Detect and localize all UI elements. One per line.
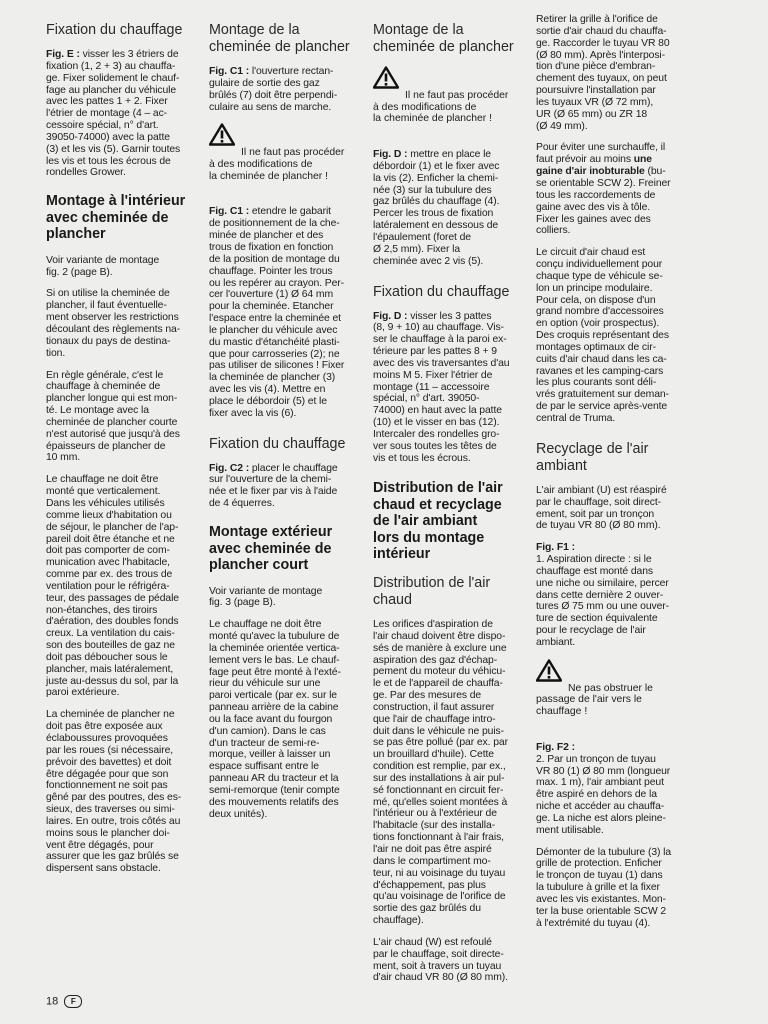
heading-montage-cheminee: Montage de la cheminée de plancher xyxy=(209,22,350,55)
fig-label: Fig. E : xyxy=(46,49,80,60)
paragraph: Voir variante de montage fig. 3 (page B). xyxy=(209,585,323,609)
fig-label: Fig. D : xyxy=(373,149,408,161)
heading-fixation-chauffage: Fixation du chauffage xyxy=(209,435,346,452)
paragraph-text: (bu- se orientable SCW 2). Freiner tous les raccordements de gaine avec des vis à tôle. Fixer les gaines avec des colliers. xyxy=(536,166,671,237)
fig-label: Fig. C1 : xyxy=(209,206,250,218)
paragraph-text: Pour éviter une surchauffe, il faut prévoir au moins xyxy=(536,142,666,166)
fig-label: Fig. C1 : xyxy=(209,66,250,77)
heading-distribution-recyclage: Distribution de l'air chaud et recyclage de l'air ambiant lors du montage intérieur xyxy=(373,480,503,563)
warning-icon xyxy=(373,66,399,89)
paragraph: Voir variante de montage fig. 2 (page B). xyxy=(46,254,160,278)
paragraph-fig-c1-b xyxy=(209,206,357,419)
paragraph-text: 2. Par un tronçon de tuyau VR 80 (1) Ø 80 mm (longueur max. 1 m), l'air ambiant peut être aspiré en dehors de la niche et accéder au chauffa- ge. La niche est alors pleine- ment utilisable. xyxy=(536,753,671,836)
heading-fixation-chauffage: Fixation du chauffage xyxy=(373,283,510,300)
paragraph: En règle générale, c'est le chauffage à cheminée de plancher longue qui est mon- té. Le montage avec la cheminée de plancher courte n'est autorisé que jusqu'à des épaisseurs de plancher de 10 mm. xyxy=(46,369,180,464)
paragraph: L'air ambiant (U) est réaspiré par le chauffage, soit direct- ement, soit par un tronçon de tuyau VR 80 (Ø 80 mm). xyxy=(536,484,667,532)
paragraph-fig-c2 xyxy=(209,463,357,510)
heading-montage-cheminee: Montage de la cheminée de plancher xyxy=(373,22,514,55)
paragraph-text: visser les 3 pattes (8, 9 + 10) au chauffage. Vis- ser le chauffage à la paroi ex- térieure par les pattes 8 + 9 avec des vis traversantes d'au moins M 5. Fixer l'étrier de montage (11 – accessoire spécial, n° d'art. 39050- 74000) en haut avec la patte (10) et le visser en bas (12). Intercaler des rondelles gro- ver sous toutes les têtes de vis et tous les écrous. xyxy=(373,310,510,464)
paragraph: Si on utilise la cheminée de plancher, il faut éventuelle- ment observer les restrictions découlant des règlements na- tionaux du pays de destina- tion. xyxy=(46,288,181,359)
heading-distribution-air-chaud: Distribution de l'air chaud xyxy=(373,574,491,608)
heading-fixation-chauffage: Fixation du chauffage xyxy=(46,22,183,38)
warning-icon xyxy=(536,659,562,682)
page-footer xyxy=(46,995,82,1008)
paragraph: La cheminée de plancher ne doit pas être exposée aux éclaboussures provoquées par les roues (si nécessaire, prévoir des bavettes) et doit être dégagée pour que son fonctionnement ne soit pas gêné par des poutres, des es- sieux, des traverses ou simi- laires. En outre, trois côtés au moins sous le plancher doi- vent être dégagés, pour assurer que les gaz brûlés se dispersent sans obstacle. xyxy=(46,709,182,875)
paragraph-text: placer le chauffage sur l'ouverture de la chemi- née et le fixer par vis à l'aide de 4 équerres. xyxy=(209,462,338,510)
paragraph: Le circuit d'air chaud est conçu individuellement pour chaque type de véhicule se- lon un principe modulaire. Pour cela, on dispose d'un grand nombre d'accessoires en option (voir prospectus). Des croquis représentant des montages optimaux de cir- cuits d'air chaud dans les ca- ravanes et les camping-cars les plus courants sont déli- vrés gratuitement sur deman- de par le service après-vente central de Truma. xyxy=(536,247,669,424)
paragraph-text: mettre en place le débordoir (1) et le fixer avec la vis (2). Enficher la chemi- née (3) sur la tubulure des gaz brûlés du chauffage (4). Percer les trous de fixation latéralement en dessous de l'épaulement (foret de Ø 2,5 mm). Fixer la cheminée avec 2 vis (5). xyxy=(373,149,500,267)
paragraph: Le chauffage ne doit être monté que verticalement. Dans les véhicules utilisés comme lieux d'habitation ou de séjour, le plancher de l'ap- pareil doit être étanche et ne doit pas comporter de com- munication avec l'habitacle, comme par ex. des trous de ventilation pour le réfrigéra- teur, des passages de pédale non-étanches, des tiroirs d'aération, des doubles fonds creux. La ventilation du cais- son des bouteilles de gaz ne doit pas déboucher sous le plancher, mais latéralement, juste au-dessus du sol, par la paroi extérieure. xyxy=(46,474,179,699)
paragraph: Le chauffage ne doit être monté qu'avec la tubulure de la cheminée orientée vertica- lement vers le bas. Le chauf- fage peut être monté à l'exté- rieur du véhicule sur une paroi verticale (par ex. sur le panneau arrière de la cabine ou la face avant du fourgon d'un camion). Dans le cas d'un tracteur de semi-re- morque, veiller à laisser un espace suffisant entre le panneau AR du tracteur et la semi-remorque (tenir compte des mouvements relatifs des deux unités). xyxy=(209,619,341,820)
paragraph: Démonter de la tubulure (3) la grille de protection. Enficher le tronçon de tuyau (1) dans la tubulure à grille et la fixer avec les vis existantes. Mon- ter la buse orientable SCW 2 à l'extrémité du tuyau (4). xyxy=(536,846,672,929)
warning-icon xyxy=(209,123,235,146)
column-3 xyxy=(373,14,521,994)
column-1 xyxy=(46,14,194,885)
warning-text: Ne pas obstruer le passage de l'air vers le chauffage ! xyxy=(536,682,653,718)
language-badge: F xyxy=(64,995,82,1008)
page-number: 18 xyxy=(46,995,59,1008)
fig-label: Fig. F2 : xyxy=(536,741,575,753)
paragraph-text: l'ouverture rectan- gulaire de sortie des gaz brûlés (7) doit être perpendi- culaire au sens de marche. xyxy=(209,66,338,113)
paragraph: L'air chaud (W) est refoulé par le chauffage, soit directe- ment, soit à travers un tuyau d'air chaud VR 80 (Ø 80 mm). xyxy=(373,936,508,984)
paragraph-text: 1. Aspiration directe : si le chauffage est monté dans une niche ou similaire, percer dans cette dernière 2 ouver- tures Ø 75 mm ou une ouver- ture de section équivalente pour le recyclage de l'air ambiant. xyxy=(536,554,670,648)
paragraph-text: etendre le gabarit de positionnement de la che- minée de plancher et des trous de fixation en fonction de la position de montage du chauffage. Pointer les trous ou les repérer au crayon. Per- cer l'ouverture (1) Ø 64 mm pour la cheminée. Etancher l'espace entre la cheminée et le plancher du véhicule avec du mastic d'étanchéité plasti- que pour carrosseries (2); ne pas utiliser de silicones ! Fixer la cheminée de plancher (3) avec les vis (4). Mettre en place le débordoir (5) et le fixer avec la vis (6). xyxy=(209,206,345,419)
fig-label: Fig. D : xyxy=(373,310,408,322)
warning-notice xyxy=(373,66,521,137)
paragraph: Retirer la grille à l'orifice de sortie d'air chaud du chauffa- ge. Raccorder le tuyau VR 80 (Ø 80 mm). Après l'interposi- tion d'une pièce d'embran- chement des tuyaux, on peut poursuivre l'installation par les tuyaux VR (Ø 72 mm), UR (Ø 65 mm) ou ZR 18 (Ø 49 mm). xyxy=(536,14,670,132)
paragraph-text: visser les 3 étriers de fixation (1, 2 + 3) au chauffa- ge. Fixer solidement le chauf- fage au plancher du véhicule avec les pattes 1 + 2. Fixer l'étrier de montage (4 – ac- cessoire spécial, n° d'art. 39050-74000) avec la patte (3) et les vis (5). Garnir toutes les vis et tous les écrous de rondelles Grower. xyxy=(46,49,181,179)
heading-recyclage-air: Recyclage de l'air ambiant xyxy=(536,440,649,474)
paragraph: Les orifices d'aspiration de l'air chaud doivent être dispo- sés de manière à exclure une aspiration des gaz d'échap- pement du moteur du véhicu- le et de l'appareil de chauffa- ge. Par des mesures de construction, il faut assurer que l'air de chauffage intro- duit dans le véhicule ne puis- se pas être pollué (par ex. par un brouillard d'huile). Cette condition est remplie, par ex., sur des installations à air pul- sé fonctionnant en circuit fer- mé, qu'elles soient montées à l'intérieur ou à l'extérieur de l'habitacle (sur des installa- tions fonctionnant à l'air frais, l'air ne doit pas être aspiré dans le compartiment mo- teur, ni au voisinage du tuyau d'échappement, pas plus qu'au voisinage de l'orifice de sortie des gaz brûlés du chauffage). xyxy=(373,618,508,927)
warning-text: Il ne faut pas procéder à des modifications de la cheminée de plancher ! xyxy=(373,89,509,125)
fig-label: Fig. F1 : xyxy=(536,542,575,554)
paragraph-fig-e xyxy=(46,49,194,179)
paragraph-fig-f2 xyxy=(536,742,684,837)
warning-text: Il ne faut pas procéder à des modifications de la cheminée de plancher ! xyxy=(209,147,345,182)
fig-label: Fig. C2 : xyxy=(209,462,250,474)
heading-montage-interieur: Montage à l'intérieur avec cheminée de plancher xyxy=(46,193,186,243)
paragraph-gaine xyxy=(536,142,684,237)
paragraph-fig-d-b xyxy=(373,311,521,465)
paragraph-fig-d xyxy=(373,149,521,267)
column-4 xyxy=(536,14,684,940)
column-2 xyxy=(209,14,357,831)
paragraph-fig-c1 xyxy=(209,66,357,113)
warning-notice xyxy=(209,123,357,194)
emphasis-text: une gaine d'air inobturable xyxy=(536,154,652,178)
paragraph-fig-f1 xyxy=(536,542,684,649)
warning-notice xyxy=(536,659,684,730)
heading-montage-exterieur: Montage extérieur avec cheminée de plancher court xyxy=(209,524,333,573)
